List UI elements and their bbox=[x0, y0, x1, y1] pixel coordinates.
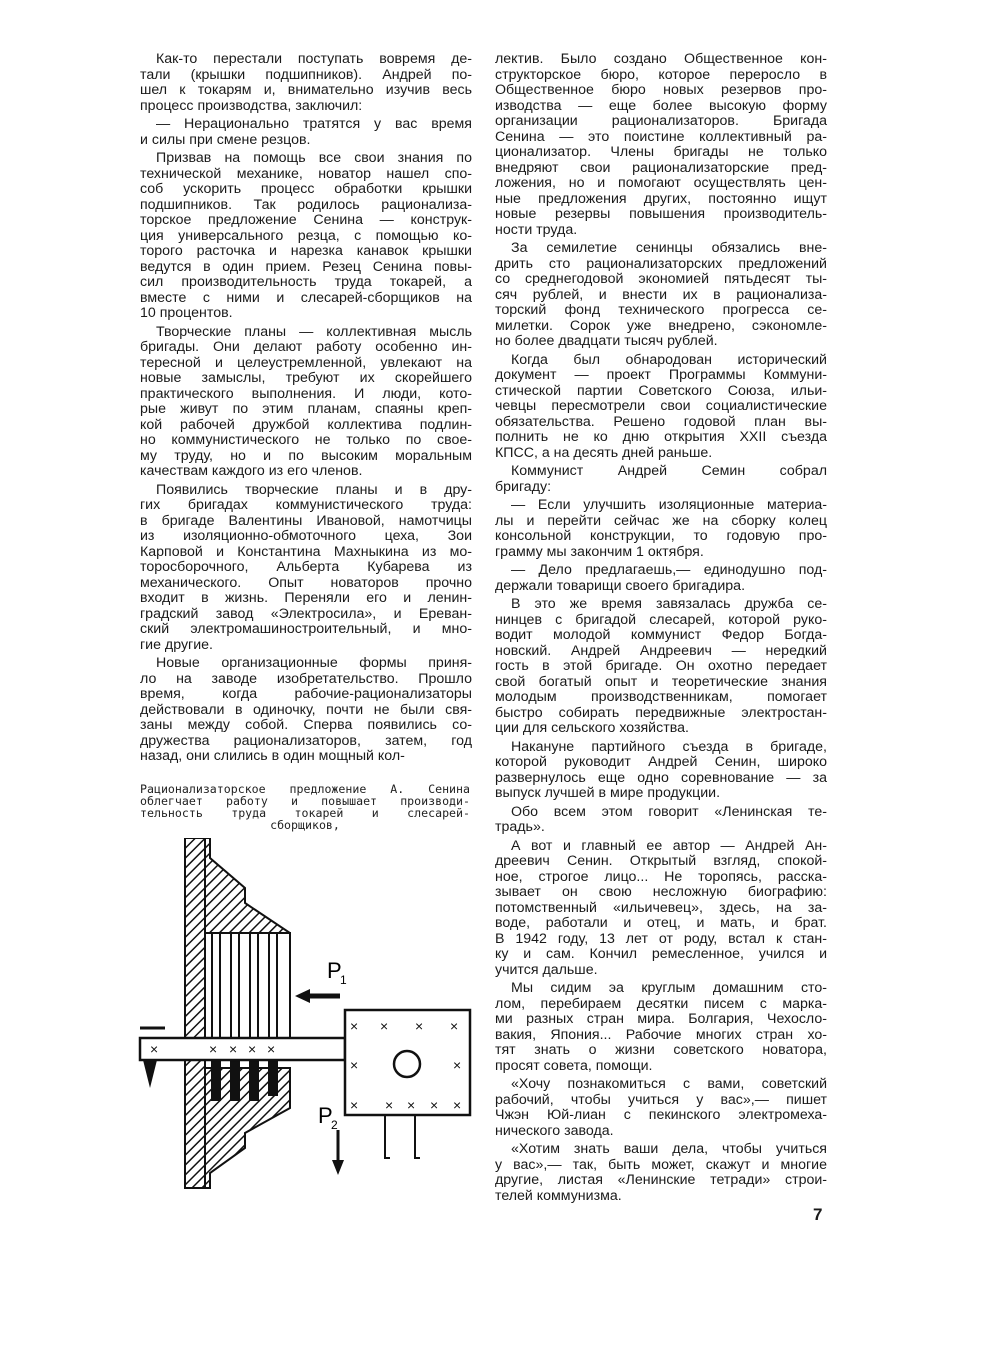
marker: × bbox=[415, 1018, 424, 1034]
text-line: потомственный «ильичевец», здесь, на за- bbox=[495, 899, 827, 916]
text-line: — Если улучшить изоляционные материа- bbox=[511, 497, 827, 513]
paragraph bbox=[495, 498, 827, 560]
text-line: лом, перебираем десятки писем с марка- bbox=[495, 995, 827, 1012]
text-line: телей коммунизма. bbox=[495, 1187, 622, 1204]
text-line: вакия, Япония... Рабочие многих стран хо- bbox=[495, 1026, 827, 1043]
text-line: дружества рационализаторов, затем, год bbox=[140, 732, 472, 749]
text-line: лы и перейти сейчас же на сборку колец bbox=[495, 512, 827, 529]
text-line: входит в жизнь. Переняли его и ленин- bbox=[140, 590, 472, 606]
text-line: Коммунист Андрей Семин собрал bbox=[511, 463, 827, 479]
text-line: ные предложения других, постоянно ищут bbox=[495, 190, 827, 207]
marker: × bbox=[450, 1018, 459, 1034]
text-line: практического выполнения. И люди, кото- bbox=[140, 385, 472, 402]
text-line: ция универсального резца, с помощью ко- bbox=[140, 227, 472, 244]
text-line: шел к токарям и, внимательно изучив весь bbox=[140, 82, 472, 98]
text-line: в бригаде Валентины Ивановой, намотчицы bbox=[140, 512, 472, 529]
text-line: просят совета, помощи. bbox=[495, 1057, 653, 1074]
text-line: Как-то перестали поступать вовремя де- bbox=[156, 51, 472, 67]
paragraph bbox=[140, 325, 472, 480]
text-line: грамму мы закончим 1 октября. bbox=[495, 543, 704, 560]
marker: × bbox=[209, 1041, 218, 1057]
text-line: новые замыслы, требуют их скорейшего bbox=[140, 370, 472, 386]
text-line: молодым производственникам, помогает bbox=[495, 689, 827, 705]
text-line: ку и сам. Кончил ремесленное, учился и bbox=[495, 946, 827, 962]
text-line: консольной конструкции, то годовую про- bbox=[495, 528, 827, 544]
text-line: ложения, но и помогают осуществлять цен- bbox=[495, 175, 827, 191]
text-line: но более двадцати тысяч рублей. bbox=[495, 333, 718, 349]
paragraph bbox=[140, 52, 472, 114]
marker: × bbox=[453, 1057, 462, 1073]
text-line: соб ускорить процесс обработки крышки bbox=[140, 181, 472, 197]
text-line: со среднегодовой экономией пятьдесят ты- bbox=[495, 271, 827, 287]
force-arrow-p1 bbox=[295, 958, 347, 1003]
text-line: милетки. Сорок уже внедрено, сэкономле- bbox=[495, 317, 827, 334]
cutter-diagram bbox=[135, 838, 475, 1198]
text-line: структорское бюро, которое переросло в bbox=[495, 66, 827, 83]
text-line: полнить не ко дню открытия XXII съезда bbox=[495, 429, 827, 445]
text-line: воде, работали и отец, и мать, и брат. bbox=[495, 915, 827, 931]
text-line: зывает он свою несложную биографию: bbox=[495, 884, 827, 900]
paragraph bbox=[495, 839, 827, 979]
text-line: рые живут по этим планам, спаяны креп- bbox=[140, 401, 472, 417]
paragraph bbox=[495, 241, 827, 350]
marker: × bbox=[407, 1097, 416, 1113]
text-line: технической механике, новатор нашел спо- bbox=[140, 165, 472, 182]
text-line: «Хочу познакомиться с вами, советский bbox=[511, 1076, 827, 1092]
paragraph bbox=[495, 1142, 827, 1204]
text-line: нического завода. bbox=[495, 1122, 614, 1139]
marker: × bbox=[350, 1097, 359, 1113]
text-line: развернулось еще одно соревнование — за bbox=[495, 769, 827, 786]
text-line: бригады. Они делают работу особенно ин- bbox=[140, 339, 472, 355]
text-line: у вас»,— так, быть может, скажут и многие bbox=[495, 1156, 827, 1173]
label-p1-sub: 1 bbox=[340, 973, 347, 987]
text-line: А вот и главный ее автор — Андрей Ан- bbox=[511, 837, 827, 854]
text-line: — Дело предлагаешь,— единодушно под- bbox=[511, 562, 827, 578]
text-line: Обо всем этом говорит «Ленинская те- bbox=[511, 803, 827, 820]
text-line: гие другие. bbox=[140, 636, 213, 653]
text-line: Сенина — это поистине коллективный ра- bbox=[495, 128, 827, 145]
paragraph bbox=[495, 740, 827, 802]
text-line: ционализатор. Члены бригады не только bbox=[495, 144, 827, 160]
text-line: За семилетие сенинцы обязались вне- bbox=[511, 240, 827, 256]
text-line: назад, они слились в один мощный кол- bbox=[140, 748, 405, 764]
text-line: подшипников. Так родилось рационализа- bbox=[140, 196, 472, 213]
text-line: кой рабочей дружбой коллектива подлин- bbox=[140, 416, 472, 433]
text-line: Появились творческие планы и в дру- bbox=[156, 481, 472, 498]
text-line: водит молодой коммунист Федор Богда- bbox=[495, 627, 827, 643]
text-line: Карповой и Константина Махныкина из мо- bbox=[140, 543, 472, 560]
caption-line: сборщиков, bbox=[270, 818, 340, 832]
text-line: внедряют свои рационализаторские пред- bbox=[495, 159, 827, 176]
text-line: тят знать о жизни советского новатора, bbox=[495, 1042, 827, 1058]
paragraph bbox=[140, 483, 472, 654]
paragraph bbox=[495, 52, 827, 238]
text-line: быстро собирать передвижные электростан- bbox=[495, 704, 827, 721]
text-line: процесс производства, заключил: bbox=[140, 97, 363, 114]
text-line: изводства — еще более высокую форму bbox=[495, 97, 827, 114]
text-line: ное, строгое лицо... Не торопясь, расска- bbox=[495, 868, 827, 885]
text-line: лектив. Было создано Общественное кон- bbox=[495, 51, 827, 67]
text-line: Мы сидим эа круглым домашним сто- bbox=[511, 980, 827, 996]
paragraph bbox=[140, 656, 472, 765]
text-line: КПСС, а на десять дней раньше. bbox=[495, 444, 713, 461]
text-line: ции для сельского хозяйства. bbox=[495, 720, 689, 736]
text-line: 10 процентов. bbox=[140, 305, 233, 321]
figure-caption bbox=[140, 783, 470, 831]
text-line: градский завод «Электросила», и Ереван- bbox=[140, 605, 472, 622]
text-line: механического. Опыт новаторов прочно bbox=[140, 574, 472, 591]
marker: × bbox=[430, 1097, 439, 1113]
paragraph bbox=[495, 981, 827, 1074]
text-line: бригаду: bbox=[495, 478, 552, 495]
text-line: торский фонд технического прогресса се- bbox=[495, 302, 827, 318]
paragraph bbox=[140, 151, 472, 322]
text-line: Новые организационные формы приня- bbox=[156, 655, 472, 671]
text-line: чевцы пересмотрели свои социалистические bbox=[495, 398, 827, 414]
text-line: дреевич Сенин. Открытый взгляд, спокой- bbox=[495, 853, 827, 869]
text-line: учится дальше. bbox=[495, 961, 598, 978]
text-line: торское предложение Сенина — конструк- bbox=[140, 212, 472, 228]
text-line: свой богатый опыт и теоретические знания bbox=[495, 673, 827, 690]
text-line: ский электромашиностроительный, и мно- bbox=[140, 621, 472, 637]
text-line: заны между собой. Сперва появились со- bbox=[140, 717, 472, 733]
text-line: дрить сто рационализаторских предложений bbox=[495, 255, 827, 272]
text-line: рабочий, чтобы учиться у вас»,— пишет bbox=[495, 1091, 827, 1108]
marker: × bbox=[350, 1018, 359, 1034]
caption-line: тельность труда токарей и слесарей- bbox=[140, 806, 470, 820]
text-line: Общественное бюро новых резервов про- bbox=[495, 82, 827, 98]
text-line: которой руководит Андрей Сенин, широко bbox=[495, 754, 827, 770]
text-line: вместе с ними и слесарей-сборщиков на bbox=[140, 289, 472, 306]
text-line: время, когда рабочие-рационализаторы bbox=[140, 686, 472, 702]
text-line: сил производительность труда токарей, а bbox=[140, 274, 472, 290]
text-line: «Хотим знать ваши дела, чтобы учиться bbox=[511, 1141, 827, 1157]
paragraph bbox=[495, 597, 827, 737]
marker: × bbox=[385, 1097, 394, 1113]
caption-line: Рационализаторское предложение А. Сенина bbox=[140, 782, 470, 796]
text-line: сяч рублей, и внести их в рационализа- bbox=[495, 286, 827, 303]
text-line: ведутся в один прием. Резец Сенина повы- bbox=[140, 258, 472, 275]
right-column bbox=[495, 52, 827, 1207]
text-line: новые резервы повышения производитель- bbox=[495, 206, 827, 222]
text-line: тересной и целеустремленной, увлекают на bbox=[140, 354, 472, 371]
text-line: новский. Андрей Андреевич — нередкий bbox=[495, 642, 827, 659]
text-line: му труду, но и по высоким моральным bbox=[140, 447, 472, 464]
marker: × bbox=[380, 1018, 389, 1034]
text-line: выпуск лучшей в мире продукции. bbox=[495, 785, 721, 801]
text-line: ности труда. bbox=[495, 221, 578, 238]
text-line: гих бригадах коммунистического труда: bbox=[140, 497, 472, 513]
label-p2: P bbox=[318, 1103, 333, 1128]
marker: × bbox=[150, 1041, 159, 1057]
text-line: но коммунистического не только по свое- bbox=[140, 432, 472, 448]
page-number: 7 bbox=[813, 1205, 823, 1224]
text-line: организации рационализаторов. Бригада bbox=[495, 113, 827, 129]
text-line: стической партии Советского Союза, ильи- bbox=[495, 382, 827, 399]
marker: × bbox=[453, 1097, 462, 1113]
text-line: — Нерационально тратятся у вас время bbox=[156, 116, 472, 132]
paragraph bbox=[495, 464, 827, 495]
text-line: Чжэн Юй-лиан с пекинского электромеха- bbox=[495, 1107, 827, 1123]
marker: × bbox=[248, 1041, 257, 1057]
text-line: Творческие планы — коллективная мысль bbox=[156, 323, 472, 340]
paragraph bbox=[495, 563, 827, 594]
marker: × bbox=[267, 1041, 276, 1057]
label-p1: P bbox=[327, 958, 342, 983]
text-line: Призвав на помощь все свои знания по bbox=[156, 150, 472, 166]
text-line: из изоляционно-обмоточного цеха, Зои bbox=[140, 528, 472, 544]
text-line: торосборочного, Альберта Кубарева из bbox=[140, 559, 472, 575]
left-column bbox=[140, 52, 472, 768]
paragraph bbox=[495, 805, 827, 836]
text-line: и силы при смене резцов. bbox=[140, 131, 311, 148]
text-line: ми разных стран мира. Болгария, Чехосло- bbox=[495, 1011, 827, 1027]
text-line: нинцев с бригадой слесарей, которой руко- bbox=[495, 611, 827, 628]
text-line: другие, листая «Ленинские тетради» строи- bbox=[495, 1172, 827, 1188]
text-line: Накануне партийного съезда в бригаде, bbox=[511, 738, 827, 755]
paragraph bbox=[495, 353, 827, 462]
caption-line: облегчает работу и повышает производи- bbox=[140, 794, 470, 808]
text-line: тали (крышки подшипников). Андрей по- bbox=[140, 66, 472, 83]
label-p2-sub: 2 bbox=[331, 1118, 338, 1132]
text-line: В 1942 году, 13 лет от роду, встал к стан- bbox=[495, 930, 827, 947]
text-line: документ — проект Программы Коммуни- bbox=[495, 367, 827, 383]
paragraph bbox=[495, 1077, 827, 1139]
text-line: В это же время завязалась дружба се- bbox=[511, 596, 827, 612]
text-line: гость в этой бригаде. Он охотно передает bbox=[495, 658, 827, 674]
force-arrow-p2 bbox=[318, 1103, 344, 1175]
text-line: традь». bbox=[495, 819, 545, 835]
text-line: держали товарищи своего бригадира. bbox=[495, 577, 746, 594]
text-line: действовали в одиночку, почти не были свя- bbox=[140, 701, 472, 718]
marker: × bbox=[350, 1057, 359, 1073]
text-line: ло на заводе изобретательство. Прошло bbox=[140, 670, 472, 687]
text-line: обязательства. Решено годовой план вы- bbox=[495, 413, 827, 430]
text-line: Когда был обнародован исторический bbox=[511, 351, 827, 368]
paragraph bbox=[140, 117, 472, 148]
marker: × bbox=[229, 1041, 238, 1057]
text-line: торого расточка и нарезка канавок крышки bbox=[140, 243, 472, 259]
text-line: качествам каждого из его членов. bbox=[140, 463, 363, 479]
